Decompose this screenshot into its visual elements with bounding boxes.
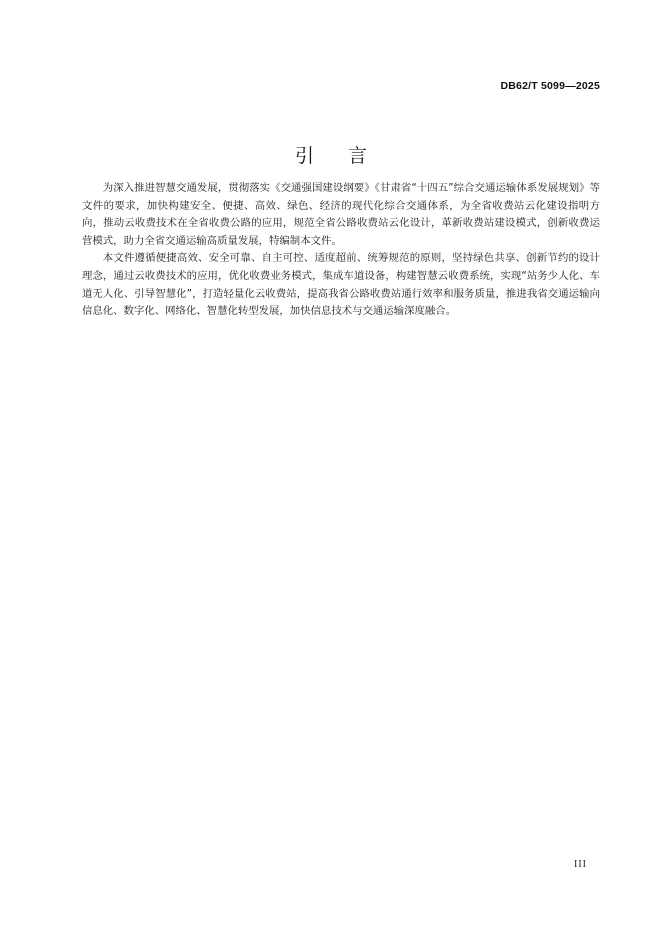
document-code: DB62/T 5099—2025	[500, 80, 600, 92]
section-title-char-2: 言	[348, 145, 368, 167]
introduction-body	[82, 180, 600, 321]
paragraph-2: 本文件遵循便捷高效、安全可靠、自主可控、适度超前、统筹规范的原则，坚持绿色共享、创新节约的设计理念，通过云收费技术的应用，优化收费业务模式，集成车道设备，构建智慧云收费系统，实现“站务少人化、车道无人化、引导智慧化”，打造轻量化云收费站，提高我省公路收费站通行效率和服务质量，推进我省交通运输向信息化、数字化、网络化、智慧化转型发展，加快信息技术与交通运输深度融合。	[82, 252, 600, 318]
section-title	[0, 141, 662, 168]
paragraph-1: 为深入推进智慧交通发展，贯彻落实《交通强国建设纲要》《甘肃省“十四五”综合交通运输体系发展规划》等文件的要求，加快构建安全、便捷、高效、绿色、经济的现代化综合交通体系，为全省收费站云化建设指明方向，推动云收费技术在全省收费公路的应用，规范全省公路收费站云化设计，革新收费站建设模式，创新收费运营模式，助力全省交通运输高质量发展，特编制本文件。	[82, 182, 600, 247]
section-title-char-1: 引	[294, 145, 314, 167]
page-number: III	[574, 859, 587, 870]
